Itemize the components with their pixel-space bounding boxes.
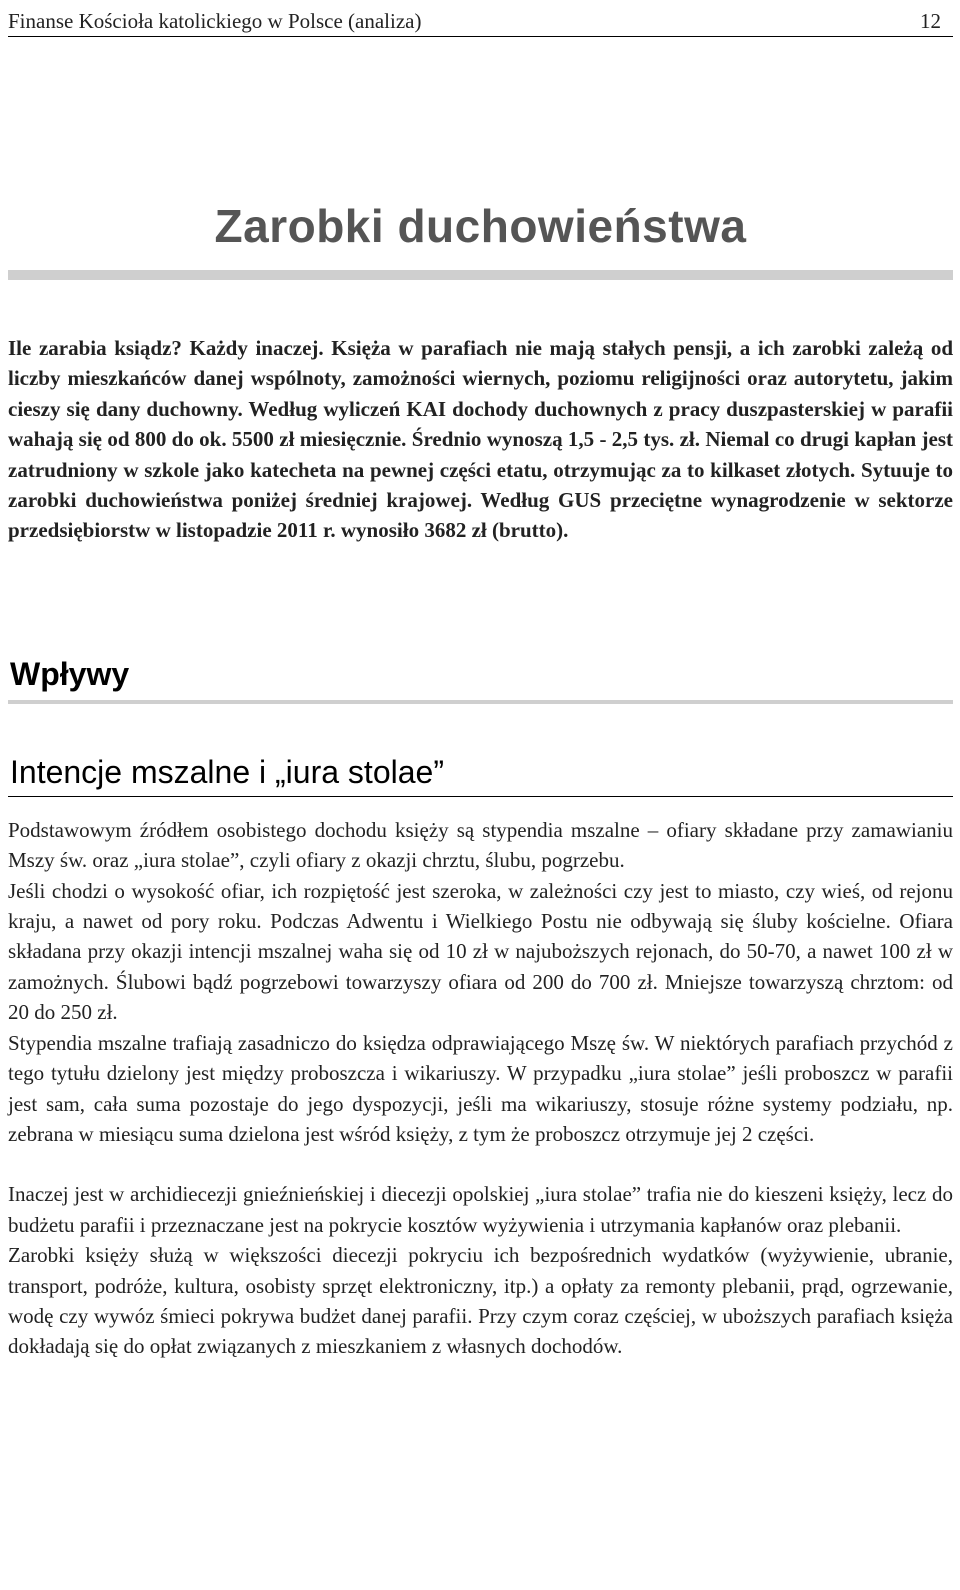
document-page bbox=[8, 0, 953, 1362]
intro-text bbox=[8, 333, 953, 546]
body-text bbox=[8, 815, 953, 1362]
chapter-divider bbox=[8, 270, 953, 280]
body-paragraph: Stypendia mszalne trafiają zasadniczo do księdza odprawiającego Mszę św. W niektórych parafiach przychód z tego tytułu dzielony jest między proboszcza i wikariuszy. W przypadku „iura stolae” jeśli proboszcz w parafii jest sam, cała suma pozostaje do jego dyspozycji, jeśli ma wikariuszy, stosuje różne systemy podziału, np. zebrana w miesiącu suma dzielona jest wśród księży, z tym że proboszcz otrzymuje jej 2 części. bbox=[8, 1030, 953, 1146]
chapter-title: Zarobki duchowieństwa bbox=[214, 200, 747, 252]
intro-paragraph: Ile zarabia ksiądz? Każdy inaczej. Księża w parafiach nie mają stałych pensji, a ich zarobki zależą od liczby mieszkańców danej wspólnoty, zamożności wiernych, poziomu religijności oraz autorytetu, jakim cieszy się dany duchowny. Według wyliczeń KAI dochody duchownych z pracy duszpasterskiej w parafii wahają się od 800 do ok. 5500 zł miesięcznie. Średnio wynoszą 1,5 - 2,5 tys. zł. Niemal co drugi kapłan jest zatrudniony w szkole jako katecheta na pewnej części etatu, otrzymując za to kilkaset złotych. Sytuuje to zarobki duchowieństwa poniżej średniej krajowej. Według GUS przeciętne wynagrodzenie w sektorze przedsiębiorstw w listopadzie 2011 r. wynosiło 3682 zł (brutto). bbox=[8, 336, 953, 543]
body-paragraph: Zarobki księży służą w większości diecezji pokryciu ich bezpośrednich wydatków (wyżywienie, ubranie, transport, podróże, kultura, osobisty sprzęt elektroniczny, itp.) a opłaty za remonty plebanii, prąd, ogrzewanie, wodę czy wywóz śmieci pokrywa budżet danej parafii. Przy czym coraz częściej, w uboższych parafiach księża dokładają się do opłat związanych z mieszkaniem z własnych dochodów. bbox=[8, 1243, 953, 1359]
body-paragraph: Jeśli chodzi o wysokość ofiar, ich rozpiętość jest szeroka, w zależności czy jest to miasto, czy wieś, od rejonu kraju, a nawet od pory roku. Podczas Adwentu i Wielkiego Postu nie odbywają się śluby kościelne. Ofiara składana przy okazji intencji mszalnej waha się od 10 zł w najuboższych rejonach, do 50-70, a nawet 100 zł w zamożnych. Ślubowi bądź pogrzebowi towarzyszy ofiara od 200 do 700 zł. Mniejsze towarzyszą chrztom: od 20 do 250 zł. bbox=[8, 878, 953, 1025]
body-paragraph: Podstawowym źródłem osobistego dochodu księży są stypendia mszalne – ofiary składane przy zamawianiu Mszy św. oraz „iura stolae”, czyli ofiary z okazji chrztu, ślubu, pogrzebu. bbox=[8, 817, 953, 873]
section-divider bbox=[8, 700, 953, 704]
subsection-heading: Intencje mszalne i „iura stolae” bbox=[10, 753, 444, 790]
body-paragraph: Inaczej jest w archidiecezji gnieźnieńskiej i diecezji opolskiej „iura stolae” trafia nie do kieszeni księży, lecz do budżetu parafii i przeznaczane jest na pokrycie kosztów wyżywienia i utrzymania kapłanów oraz plebanii. bbox=[8, 1182, 953, 1237]
running-header bbox=[8, 0, 953, 37]
section-heading: Wpływy bbox=[10, 655, 130, 692]
page-number: 12 bbox=[920, 9, 941, 33]
running-header-title: Finanse Kościoła katolickiego w Polsce (analiza) bbox=[8, 9, 422, 33]
subsection-divider bbox=[8, 796, 953, 797]
